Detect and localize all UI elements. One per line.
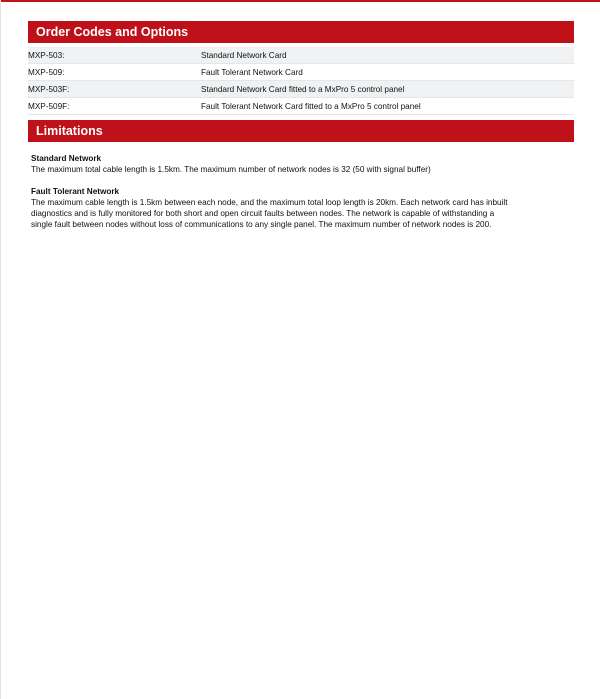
standard-network-text: The maximum total cable length is 1.5km. The maximum number of network nodes is 32 (50 with signal buffer) — [31, 165, 431, 174]
order-description: Standard Network Card — [201, 51, 287, 60]
order-code: MXP-503: — [28, 51, 65, 60]
order-code: MXP-509: — [28, 68, 65, 77]
table-row — [28, 98, 574, 115]
fault-tolerant-text-line: single fault between nodes without loss of communications to any single panel. The maximum number of network nodes is 200. — [31, 220, 492, 229]
order-description: Fault Tolerant Network Card fitted to a MxPro 5 control panel — [201, 102, 421, 111]
left-page-edge — [0, 0, 1, 699]
order-codes-header: Order Codes and Options — [28, 21, 574, 43]
table-row — [28, 64, 574, 81]
standard-network-heading: Standard Network — [31, 154, 102, 163]
top-accent-rule — [0, 0, 600, 2]
order-codes-table — [28, 47, 574, 115]
table-row — [28, 47, 574, 64]
order-code: MXP-503F: — [28, 85, 70, 94]
order-description: Standard Network Card fitted to a MxPro 5 control panel — [201, 85, 405, 94]
limitations-header: Limitations — [28, 120, 574, 142]
order-code: MXP-509F: — [28, 102, 70, 111]
fault-tolerant-text-line: diagnostics and is fully monitored for both short and open circuit faults between nodes. The network is capable of withstanding a — [31, 209, 495, 218]
table-row — [28, 81, 574, 98]
fault-tolerant-network-block — [31, 186, 576, 230]
standard-network-block — [31, 153, 576, 175]
fault-tolerant-text-line: The maximum cable length is 1.5km between each node, and the maximum total loop length is 20km. Each network card has inbuilt — [31, 198, 508, 207]
order-description: Fault Tolerant Network Card — [201, 68, 303, 77]
fault-tolerant-network-heading: Fault Tolerant Network — [31, 187, 120, 196]
